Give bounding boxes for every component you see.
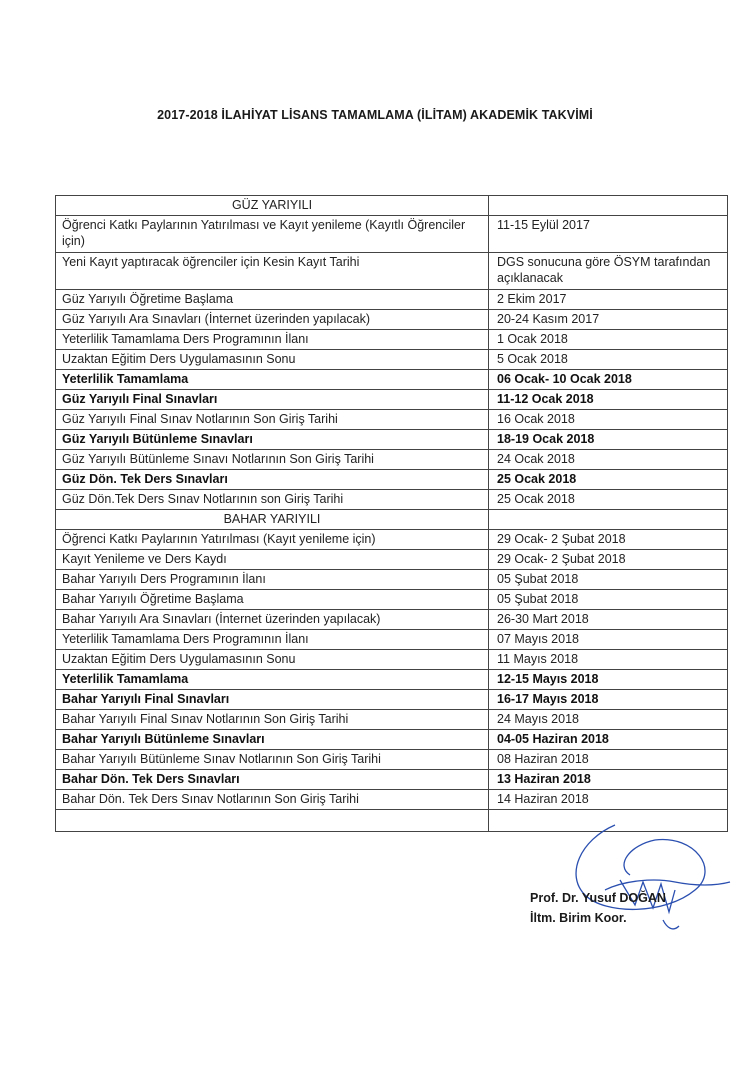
event-label: Öğrenci Katkı Paylarının Yatırılması ve Kayıt yenileme (Kayıtlı Öğrenciler için) (56, 216, 489, 253)
event-date: 20-24 Kasım 2017 (489, 310, 728, 330)
event-label: Güz Yarıyılı Bütünleme Sınavları (56, 430, 489, 450)
event-date: 25 Ocak 2018 (489, 470, 728, 490)
event-date: 05 Şubat 2018 (489, 590, 728, 610)
event-label: Bahar Yarıyılı Ders Programının İlanı (56, 570, 489, 590)
calendar-row (56, 490, 728, 510)
event-date: 11-15 Eylül 2017 (489, 216, 728, 253)
event-date: 29 Ocak- 2 Şubat 2018 (489, 530, 728, 550)
calendar-row (56, 216, 728, 253)
page-title: 2017-2018 İLAHİYAT LİSANS TAMAMLAMA (İLİTAM) AKADEMİK TAKVİMİ (157, 108, 593, 122)
event-date: 1 Ocak 2018 (489, 330, 728, 350)
event-label: Yeterlilik Tamamlama (56, 670, 489, 690)
calendar-row (56, 790, 728, 810)
calendar-row (56, 710, 728, 730)
calendar-row (56, 310, 728, 330)
event-label: Bahar Yarıyılı Final Sınavları (56, 690, 489, 710)
event-date: 25 Ocak 2018 (489, 490, 728, 510)
event-label: Güz Dön.Tek Ders Sınav Notlarının son Giriş Tarihi (56, 490, 489, 510)
event-label (56, 810, 489, 832)
event-date: 29 Ocak- 2 Şubat 2018 (489, 550, 728, 570)
event-date: 18-19 Ocak 2018 (489, 430, 728, 450)
event-date: 5 Ocak 2018 (489, 350, 728, 370)
calendar-row (56, 610, 728, 630)
event-date: 2 Ekim 2017 (489, 290, 728, 310)
calendar-row (56, 430, 728, 450)
calendar-row (56, 470, 728, 490)
event-label: Bahar Yarıyılı Bütünleme Sınav Notlarının Son Giriş Tarihi (56, 750, 489, 770)
calendar-row (56, 570, 728, 590)
event-date: 12-15 Mayıs 2018 (489, 670, 728, 690)
calendar-row (56, 330, 728, 350)
signatory-role: İltm. Birim Koor. (530, 911, 627, 925)
event-label: Bahar Yarıyılı Ara Sınavları (İnternet üzerinden yapılacak) (56, 610, 489, 630)
section-header-row (56, 510, 728, 530)
event-date: 26-30 Mart 2018 (489, 610, 728, 630)
event-date: 04-05 Haziran 2018 (489, 730, 728, 750)
calendar-row (56, 630, 728, 650)
calendar-row (56, 650, 728, 670)
event-label: Güz Dön. Tek Ders Sınavları (56, 470, 489, 490)
event-label: Bahar Dön. Tek Ders Sınavları (56, 770, 489, 790)
calendar-row (56, 253, 728, 290)
calendar-row (56, 670, 728, 690)
calendar-row (56, 450, 728, 470)
event-label: Öğrenci Katkı Paylarının Yatırılması (Kayıt yenileme için) (56, 530, 489, 550)
calendar-row (56, 390, 728, 410)
calendar-row (56, 530, 728, 550)
event-label: Güz Yarıyılı Ara Sınavları (İnternet üzerinden yapılacak) (56, 310, 489, 330)
event-date (489, 196, 728, 216)
calendar-row (56, 410, 728, 430)
calendar-row (56, 690, 728, 710)
event-label: Yeterlilik Tamamlama Ders Programının İlanı (56, 630, 489, 650)
section-title: GÜZ YARIYILI (56, 196, 489, 216)
section-header-row (56, 196, 728, 216)
event-label: Güz Yarıyılı Bütünleme Sınavı Notlarının Son Giriş Tarihi (56, 450, 489, 470)
signature-scribble (545, 820, 735, 950)
event-label: Güz Yarıyılı Final Sınav Notlarının Son Giriş Tarihi (56, 410, 489, 430)
event-date: 08 Haziran 2018 (489, 750, 728, 770)
event-label: Yeni Kayıt yaptıracak öğrenciler için Kesin Kayıt Tarihi (56, 253, 489, 290)
calendar-row (56, 290, 728, 310)
calendar-row (56, 550, 728, 570)
calendar-row (56, 590, 728, 610)
calendar-row (56, 350, 728, 370)
event-label: Güz Yarıyılı Öğretime Başlama (56, 290, 489, 310)
event-date: 24 Ocak 2018 (489, 450, 728, 470)
event-date: 16 Ocak 2018 (489, 410, 728, 430)
event-label: Bahar Yarıyılı Öğretime Başlama (56, 590, 489, 610)
event-label: Yeterlilik Tamamlama (56, 370, 489, 390)
academic-calendar-table (55, 195, 728, 832)
event-label: Bahar Yarıyılı Final Sınav Notlarının Son Giriş Tarihi (56, 710, 489, 730)
event-label: Uzaktan Eğitim Ders Uygulamasının Sonu (56, 350, 489, 370)
event-date: 11-12 Ocak 2018 (489, 390, 728, 410)
event-label: Güz Yarıyılı Final Sınavları (56, 390, 489, 410)
event-date: 11 Mayıs 2018 (489, 650, 728, 670)
signatory-name: Prof. Dr. Yusuf DOĞAN (530, 891, 666, 905)
event-date: DGS sonucuna göre ÖSYM tarafından açıklanacak (489, 253, 728, 290)
event-date: 06 Ocak- 10 Ocak 2018 (489, 370, 728, 390)
calendar-row (56, 730, 728, 750)
section-title: BAHAR YARIYILI (56, 510, 489, 530)
event-date: 13 Haziran 2018 (489, 770, 728, 790)
event-date (489, 510, 728, 530)
event-label: Yeterlilik Tamamlama Ders Programının İlanı (56, 330, 489, 350)
calendar-row (56, 770, 728, 790)
event-label: Uzaktan Eğitim Ders Uygulamasının Sonu (56, 650, 489, 670)
event-date: 24 Mayıs 2018 (489, 710, 728, 730)
event-label: Bahar Yarıyılı Bütünleme Sınavları (56, 730, 489, 750)
calendar-row (56, 750, 728, 770)
calendar-row (56, 370, 728, 390)
event-label: Kayıt Yenileme ve Ders Kaydı (56, 550, 489, 570)
event-date: 14 Haziran 2018 (489, 790, 728, 810)
signature-block (500, 888, 666, 928)
event-date: 07 Mayıs 2018 (489, 630, 728, 650)
event-label: Bahar Dön. Tek Ders Sınav Notlarının Son Giriş Tarihi (56, 790, 489, 810)
event-date: 16-17 Mayıs 2018 (489, 690, 728, 710)
event-date: 05 Şubat 2018 (489, 570, 728, 590)
calendar-body (56, 196, 728, 832)
